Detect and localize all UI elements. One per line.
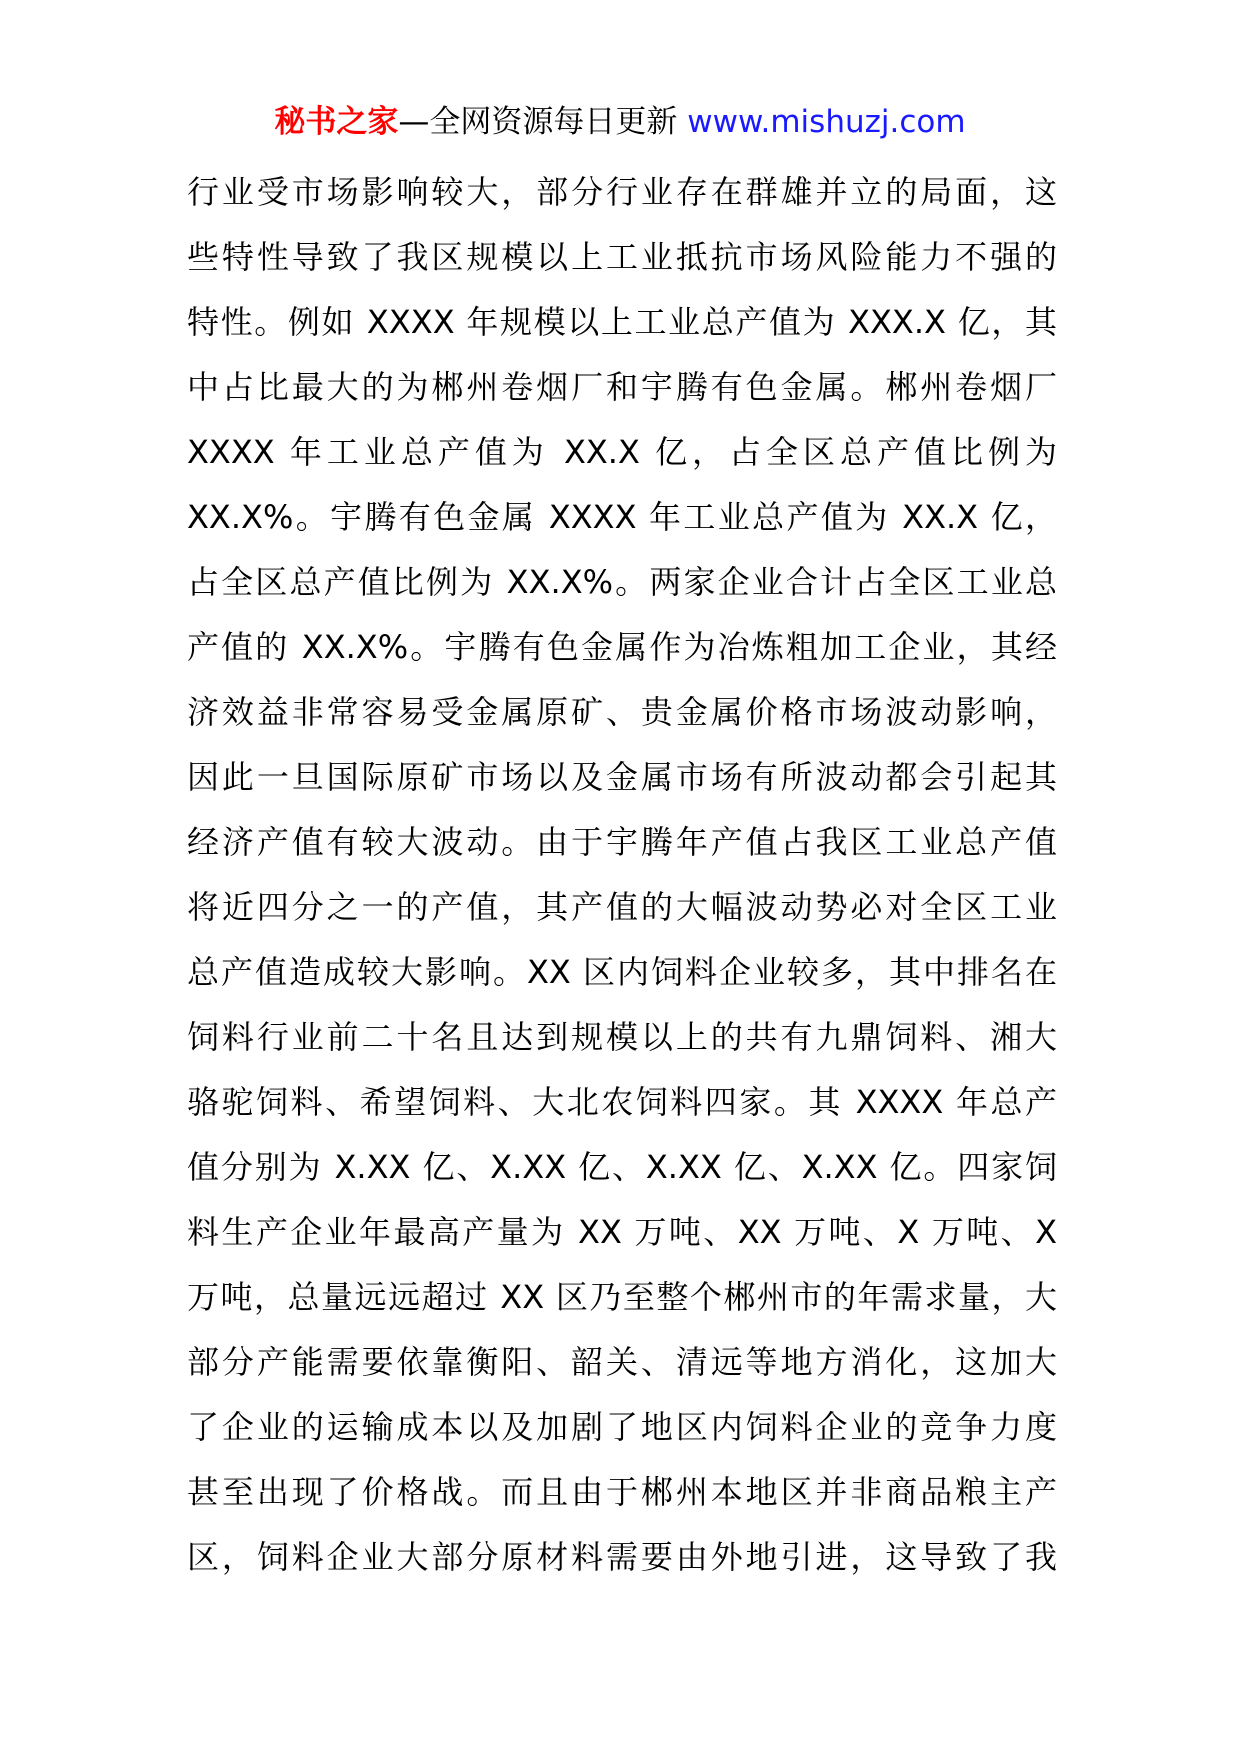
text-line: 中占比最大的为郴州卷烟厂和宇腾有色金属。郴州卷烟厂 (187, 368, 1057, 406)
text-line: 济效益非常容易受金属原矿、贵金属价格市场波动影响， (187, 693, 1057, 731)
header-tagline: —全网资源每日更新 (398, 104, 678, 140)
text-line: 骆驼饲料、希望饲料、大北农饲料四家。其 XXXX 年总产 (187, 1083, 1057, 1121)
body-paragraph (187, 160, 1057, 1590)
text-line: 甚至出现了价格战。而且由于郴州本地区并非商品粮主产 (187, 1473, 1057, 1511)
text-line: 特性。例如 XXXX 年规模以上工业总产值为 XXX.X 亿，其 (187, 303, 1057, 341)
text-line: 占全区总产值比例为 XX.X%。两家企业合计占全区工业总 (187, 563, 1057, 601)
text-line: XX.X%。宇腾有色金属 XXXX 年工业总产值为 XX.X 亿， (187, 498, 1057, 536)
text-line: 了企业的运输成本以及加剧了地区内饲料企业的竞争力度 (187, 1408, 1057, 1446)
text-line: 料生产企业年最高产量为 XX 万吨、XX 万吨、X 万吨、X (187, 1213, 1057, 1251)
text-line: 万吨，总量远远超过 XX 区乃至整个郴州市的年需求量，大 (187, 1278, 1057, 1316)
header-brand: 秘书之家 (274, 104, 399, 140)
header-site-link[interactable]: www.mishuzj.com (687, 104, 966, 140)
text-line: 饲料行业前二十名且达到规模以上的共有九鼎饲料、湘大 (187, 1018, 1057, 1056)
page-header (0, 100, 1240, 144)
text-line: 因此一旦国际原矿市场以及金属市场有所波动都会引起其 (187, 758, 1057, 796)
text-line: 产值的 XX.X%。宇腾有色金属作为冶炼粗加工企业，其经 (187, 628, 1057, 666)
text-line: 将近四分之一的产值，其产值的大幅波动势必对全区工业 (187, 888, 1057, 926)
text-line: 区，饲料企业大部分原材料需要由外地引进，这导致了我 (187, 1538, 1057, 1576)
text-line: 值分别为 X.XX 亿、X.XX 亿、X.XX 亿、X.XX 亿。四家饲 (187, 1148, 1057, 1186)
text-line: 总产值造成较大影响。XX 区内饲料企业较多，其中排名在 (187, 953, 1057, 991)
text-line: 经济产值有较大波动。由于宇腾年产值占我区工业总产值 (187, 823, 1057, 861)
text-line: 部分产能需要依靠衡阳、韶关、清远等地方消化，这加大 (187, 1343, 1057, 1381)
text-line: 些特性导致了我区规模以上工业抵抗市场风险能力不强的 (187, 238, 1057, 276)
text-line: 行业受市场影响较大，部分行业存在群雄并立的局面，这 (187, 173, 1057, 211)
text-line: XXXX 年工业总产值为 XX.X 亿，占全区总产值比例为 (187, 433, 1057, 471)
